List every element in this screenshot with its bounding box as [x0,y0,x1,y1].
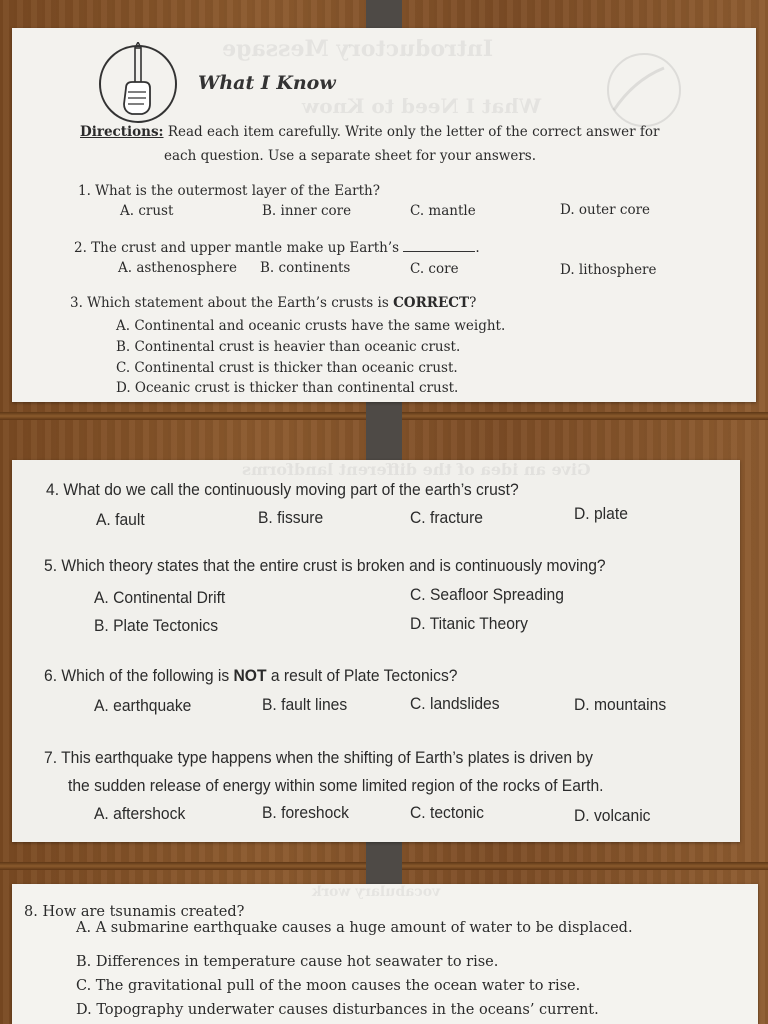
tape-strip [366,402,402,460]
worksheet-page-1 [12,28,756,402]
q4-option-c: C. fracture [410,508,484,527]
worksheet-page-2 [12,460,740,842]
q3-option-c: C. Continental crust is thicker than oceanic crust. [116,360,458,376]
tape-strip [366,0,402,28]
q5-option-d: D. Titanic Theory [410,614,528,633]
question-1: 1. What is the outermost layer of the Earth? [78,183,380,199]
directions-line-2: each question. Use a separate sheet for your answers. [164,148,536,164]
question-7-line-1: 7. This earthquake type happens when the shifting of Earth’s plates is driven by [44,748,593,767]
q5-option-b: B. Plate Tectonics [94,616,219,635]
q8-option-a: A. A submarine earthquake causes a huge amount of water to be displaced. [76,920,633,936]
q6-option-a: A. earthquake [94,696,192,715]
question-2-text: 2. The crust and upper mantle make up Earth’s [74,240,400,256]
question-6 [44,666,457,686]
q4-option-d: D. plate [574,504,628,523]
question-6-emphasis: NOT [233,666,267,685]
bleed-through-text: What I Need to Know [302,94,542,118]
q3-option-b: B. Continental crust is heavier than oceanic crust. [116,339,461,355]
q8-option-b: B. Differences in temperature cause hot seawater to rise. [76,954,499,970]
bleed-through-text: vocabulary work [312,884,441,900]
worksheet-page-3 [12,884,758,1024]
q2-option-c: C. core [410,261,459,277]
question-5: 5. Which theory states that the entire crust is broken and is continuously moving? [44,556,606,575]
q5-option-a: A. Continental Drift [94,588,226,607]
q4-option-b: B. fissure [258,508,324,527]
question-3 [70,295,476,311]
directions-line-1 [80,124,659,140]
question-3-emphasis: CORRECT [393,295,470,311]
q2-option-a: A. asthenosphere [118,260,237,276]
q7-option-a: A. aftershock [94,804,186,823]
question-7-line-2: the sudden release of energy within some limited region of the rocks of Earth. [68,776,604,795]
q1-option-b: B. inner core [262,203,352,219]
q7-option-d: D. volcanic [574,806,651,825]
directions-text: Read each item carefully. Write only the letter of the correct answer for [167,124,660,140]
hand-pencil-icon [96,42,180,126]
q8-option-d: D. Topography underwater causes disturbances in the oceans’ current. [76,1002,599,1018]
question-2: 2. The crust and upper mantle make up Earth’s . [74,240,480,256]
q6-option-c: C. landslides [410,694,500,713]
q8-option-c: C. The gravitational pull of the moon causes the ocean water to rise. [76,978,581,994]
q2-option-d: D. lithosphere [560,262,657,278]
q6-option-d: D. mountains [574,695,667,714]
q4-option-a: A. fault [96,510,145,529]
q7-option-b: B. foreshock [262,803,349,822]
directions-label: Directions: [80,124,164,140]
tape-strip [366,842,402,884]
q7-option-c: C. tectonic [410,803,484,822]
q3-option-a: A. Continental and oceanic crusts have the same weight. [116,318,506,334]
q6-option-b: B. fault lines [262,695,348,714]
section-title: What I Know [198,72,336,94]
question-6-start: 6. Which of the following is [44,666,234,685]
question-3-end: ? [469,295,477,311]
question-6-end: a result of Plate Tectonics? [266,666,458,685]
q2-option-b: B. continents [260,260,351,276]
bleed-through-text: Introductory Message [222,36,494,62]
q1-option-d: D. outer core [560,202,651,218]
hand-pointer-icon [584,50,694,130]
q3-option-d: D. Oceanic crust is thicker than continental crust. [116,380,459,396]
question-4: 4. What do we call the continuously moving part of the earth’s crust? [46,480,519,499]
question-8: 8. How are tsunamis created? [24,904,245,920]
q1-option-c: C. mantle [410,203,476,219]
q1-option-a: A. crust [120,203,174,219]
q5-option-c: C. Seafloor Spreading [410,585,564,604]
bleed-through-text: Give an idea of the different landforms [242,460,591,479]
answer-blank [403,239,475,252]
question-3-start: 3. Which statement about the Earth’s crusts is [70,295,394,311]
